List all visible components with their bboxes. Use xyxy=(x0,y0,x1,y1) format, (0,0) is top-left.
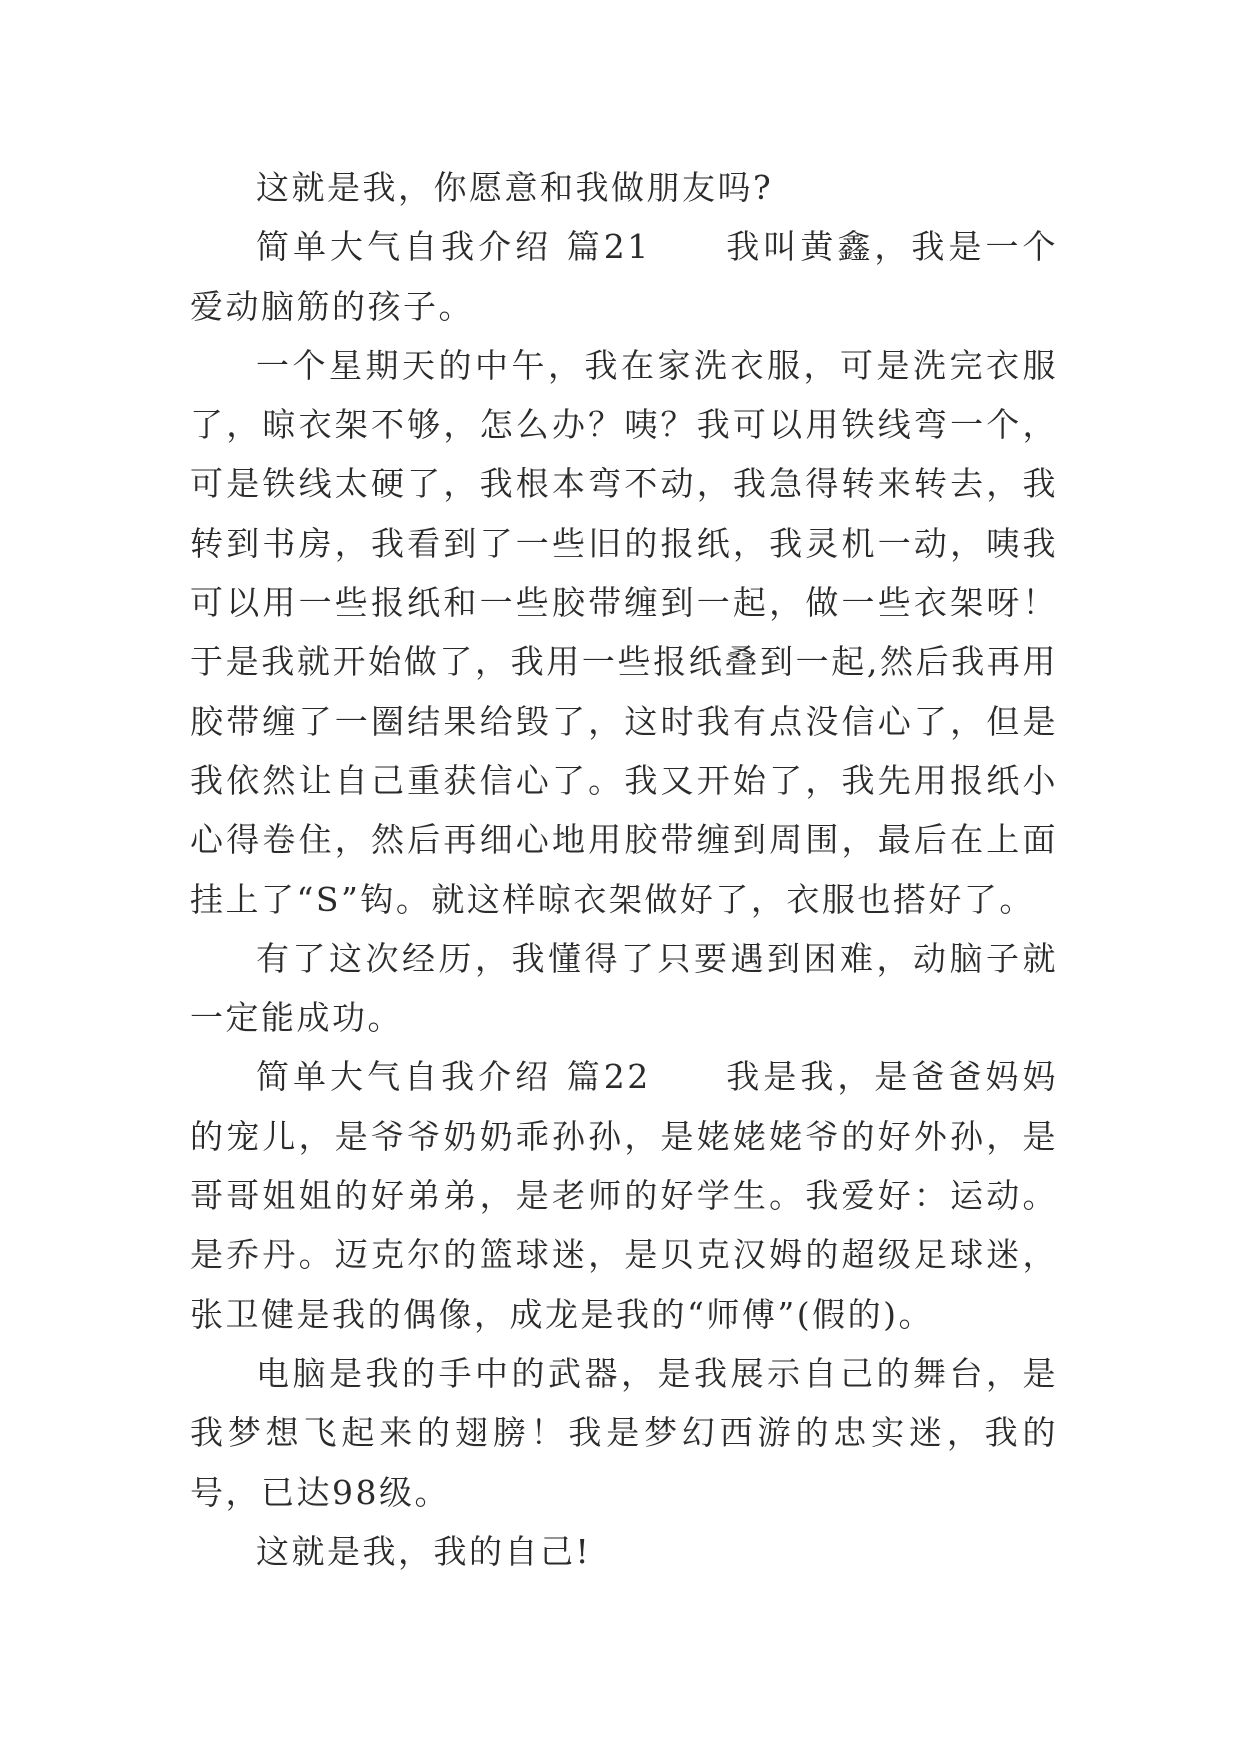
document-body xyxy=(190,158,1058,1581)
paragraph-5: 简单大气自我介绍 篇22 我是我，是爸爸妈妈的宠儿，是爷爷奶奶乖孙孙，是姥姥姥爷的好外孙，是哥哥姐姐的好弟弟，是老师的好学生。我爱好：运动。是乔丹。迈克尔的篮球迷，是贝克汉姆的超级足球迷，张卫健是我的偶像，成龙是我的“师傅”(假的)。 xyxy=(190,1057,1058,1334)
paragraph-3: 一个星期天的中午，我在家洗衣服，可是洗完衣服了，晾衣架不够，怎么办？咦？我可以用铁线弯一个，可是铁线太硬了，我根本弯不动，我急得转来转去，我转到书房，我看到了一些旧的报纸，我灵机一动，咦我可以用一些报纸和一些胶带缠到一起，做一些衣架呀！于是我就开始做了，我用一些报纸叠到一起,然后我再用胶带缠了一圈结果给毁了，这时我有点没信心了，但是我依然让自己重获信心了。我又开始了，我先用报纸小心得卷住，然后再细心地用胶带缠到周围，最后在上面挂上了“S”钩。就这样晾衣架做好了，衣服也搭好了。 xyxy=(190,345,1058,919)
paragraph-7: 这就是我，我的自己! xyxy=(256,1531,592,1571)
paragraph-4: 有了这次经历，我懂得了只要遇到困难，动脑子就一定能成功。 xyxy=(190,938,1058,1038)
paragraph-2: 简单大气自我介绍 篇21 我叫黄鑫，我是一个爱动脑筋的孩子。 xyxy=(190,227,1058,326)
paragraph-6: 电脑是我的手中的武器，是我展示自己的舞台，是我梦想飞起来的翅膀！我是梦幻西游的忠实迷，我的号，已达98级。 xyxy=(190,1353,1058,1512)
paragraph-1: 这就是我，你愿意和我做朋友吗? xyxy=(256,168,774,207)
